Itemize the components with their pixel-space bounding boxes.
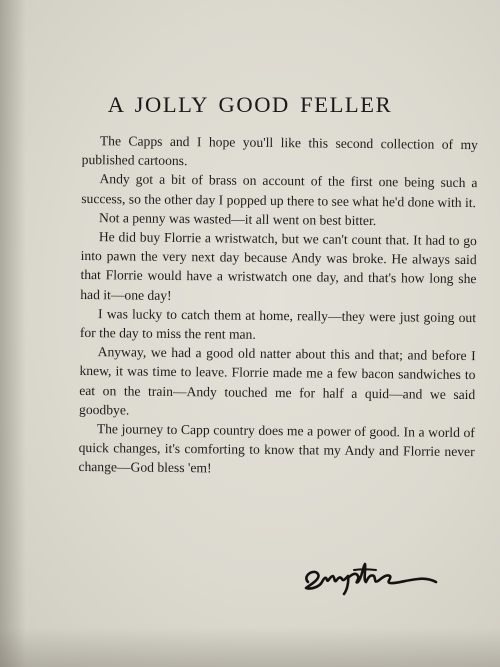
bottom-shadow (0, 627, 500, 667)
paragraph-1: The Capps and I hope you'll like this second collection of my published cartoons. (81, 133, 478, 169)
page-title: A JOLLY GOOD FELLER (107, 92, 393, 117)
handwritten-signature (300, 552, 440, 596)
paragraph-5: I was lucky to catch them at home, really—they were just going out for the day to miss the rent man. (79, 306, 477, 342)
paragraph-4: He did buy Florrie a wristwatch, but we can't count that. It had to go into pawn the very next day because Andy was broke. He always said that Florrie would have a wristwatch one day, and that's how long she had it—one day! (80, 229, 477, 303)
paragraph-2: Andy got a bit of brass on account of the first one being such a success, so the other day I popped up there to see what he'd done with it. (81, 171, 478, 210)
paragraph-6: Anyway, we had a good old natter about this and that; and before I knew, it was time to leave. Florrie made me a few bacon sandwiches to eat on the train—Andy touched me for half a quid—and we said goodbye. (79, 344, 476, 418)
body-text (78, 131, 478, 481)
paragraph-7: The journey to Capp country does me a power of good. In a world of quick changes, it's comforting to know that my Andy and Florrie never change—God bless 'em! (78, 421, 475, 476)
paragraph-3: Not a penny was wasted—it all went on best bitter. (99, 209, 377, 228)
